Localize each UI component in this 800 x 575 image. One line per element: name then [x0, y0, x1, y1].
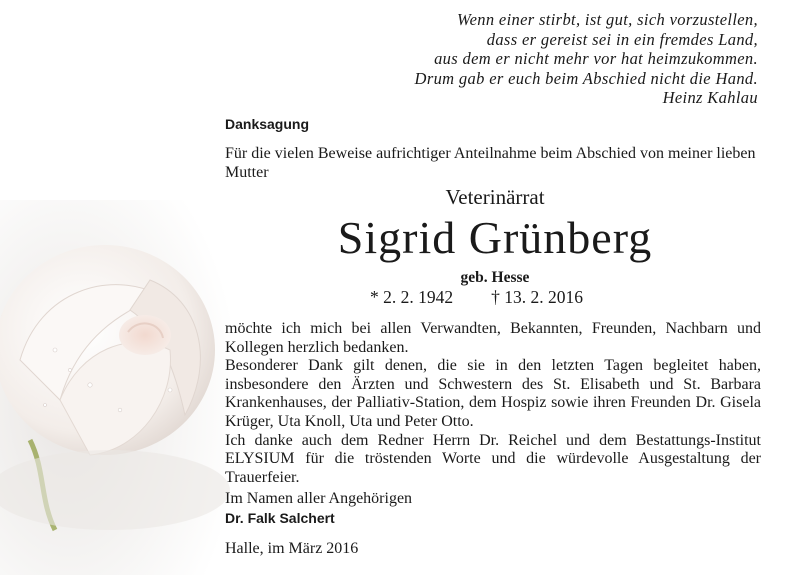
white-rose-image [0, 200, 230, 575]
signature-block [225, 490, 412, 527]
poem-line: Drum gab er euch beim Abschied nicht die Hand. [414, 68, 758, 88]
poem-author: Heinz Kahlau [662, 88, 758, 108]
intro-text: Für die vielen Beweise aufrichtiger Anteilnahme beim Abschied von meiner lieben Mutter [225, 145, 756, 181]
body-paragraph: Besonderer Dank gilt denen, die sie in den letzten Tagen begleitet haben, insbesondere den Ärzten und Schwestern des St. Elisabeth und St. Barbara Krankenhauses, der Palliativ-Station, dem Hospiz sowie ihren Freunden Dr. Gisela Krüger, Uta Knoll, Uta und Peter Otto. [225, 357, 761, 430]
place-date: Halle, im März 2016 [225, 540, 359, 557]
life-dates [370, 287, 583, 308]
poem [278, 10, 758, 108]
body-paragraph: möchte ich mich bei allen Verwandten, Bekannten, Freunden, Nachbarn und Kollegen herzlich bedanken. [225, 320, 761, 356]
closing-line: Im Namen aller Angehörigen [225, 490, 413, 507]
heading: Danksagung [225, 116, 310, 132]
body-paragraph: Ich danke auch dem Redner Herrn Dr. Reichel und dem Bestattungs-Institut ELYSIUM für die tröstenden Worte und die würdevolle Ausgestaltung der Trauerfeier. [225, 431, 761, 486]
poem-line: dass er gereist sei in ein fremdes Land, [486, 29, 758, 49]
death-date: † 13. 2. 2016 [491, 287, 583, 307]
signer-name: Dr. Falk Salchert [225, 509, 335, 526]
deceased-title: Veterinärrat [445, 185, 545, 209]
deceased-name: Sigrid Grünberg [337, 212, 653, 263]
body-text [225, 320, 761, 487]
birth-date: * 2. 2. 1942 [370, 287, 454, 307]
birth-name: geb. Hesse [460, 269, 530, 286]
poem-line: Wenn einer stirbt, ist gut, sich vorzustellen, [456, 10, 758, 29]
poem-line: aus dem er nicht mehr vor hat heimzukommen. [434, 49, 758, 69]
